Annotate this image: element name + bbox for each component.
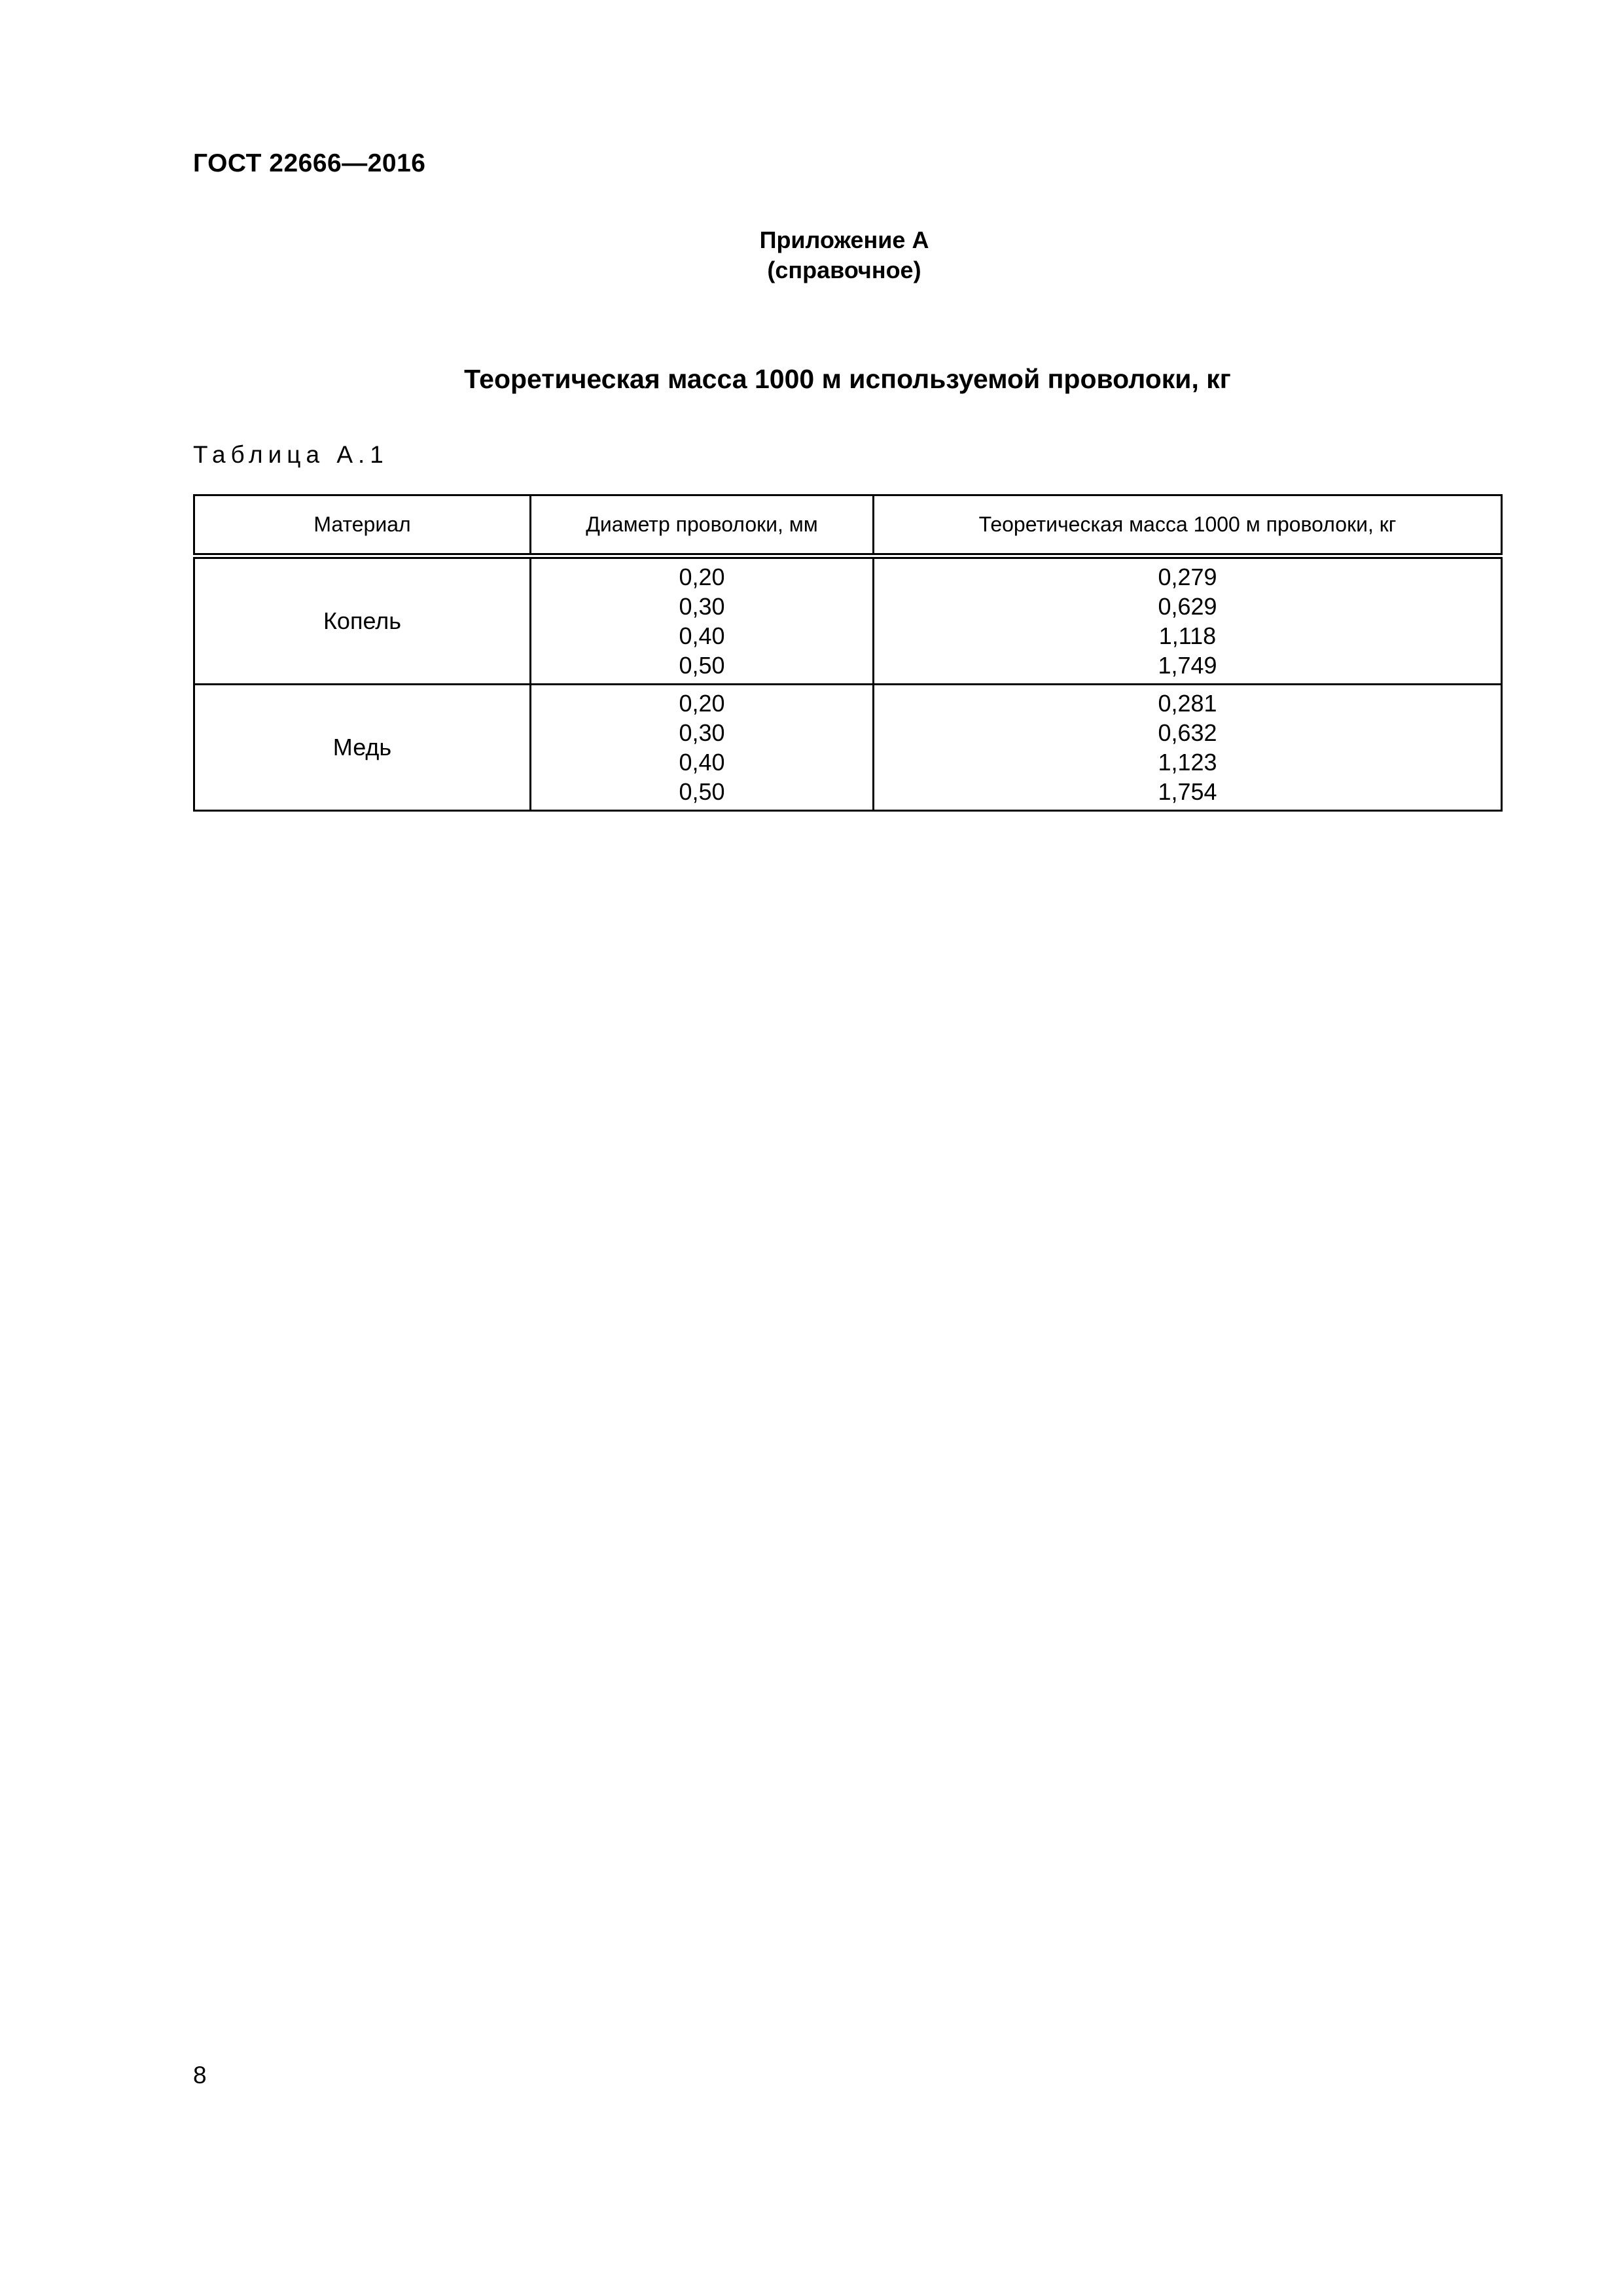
material-cell: Копель xyxy=(194,556,531,685)
mass-value: 1,118 xyxy=(1158,622,1217,649)
material-cell: Медь xyxy=(194,685,531,811)
column-header-mass: Теоретическая масса 1000 м проволоки, кг xyxy=(874,495,1502,556)
diameter-value: 0,40 xyxy=(679,622,725,649)
mass-value: 0,281 xyxy=(1158,690,1217,717)
table-row xyxy=(194,685,1502,811)
mass-cell xyxy=(874,685,1502,811)
diameter-value: 0,50 xyxy=(679,652,725,679)
mass-value: 0,632 xyxy=(1158,719,1217,746)
column-header-material: Материал xyxy=(194,495,531,556)
appendix-title: Приложение А xyxy=(759,226,929,253)
diameter-value: 0,20 xyxy=(679,690,725,717)
mass-value: 1,123 xyxy=(1158,749,1217,776)
diameter-value: 0,30 xyxy=(679,719,725,746)
mass-value: 1,754 xyxy=(1158,778,1217,805)
diameter-value: 0,40 xyxy=(679,749,725,776)
mass-table xyxy=(193,494,1503,812)
diameter-value: 0,50 xyxy=(679,778,725,805)
appendix-type: (справочное) xyxy=(767,257,921,283)
document-code: ГОСТ 22666—2016 xyxy=(193,149,426,177)
diameter-value: 0,30 xyxy=(679,593,725,620)
mass-value: 0,629 xyxy=(1158,593,1217,620)
table-row xyxy=(194,556,1502,685)
mass-cell xyxy=(874,556,1502,685)
diameter-cell xyxy=(531,556,874,685)
mass-value: 0,279 xyxy=(1158,564,1217,590)
mass-value: 1,749 xyxy=(1158,652,1217,679)
diameter-cell xyxy=(531,685,874,811)
column-header-diameter: Диаметр проволоки, мм xyxy=(531,495,874,556)
table-caption: Таблица А.1 xyxy=(193,441,389,468)
section-title: Теоретическая масса 1000 м используемой проволоки, кг xyxy=(464,364,1231,394)
diameter-value: 0,20 xyxy=(679,564,725,590)
page-number: 8 xyxy=(193,2062,207,2089)
table-header-row xyxy=(194,495,1502,556)
